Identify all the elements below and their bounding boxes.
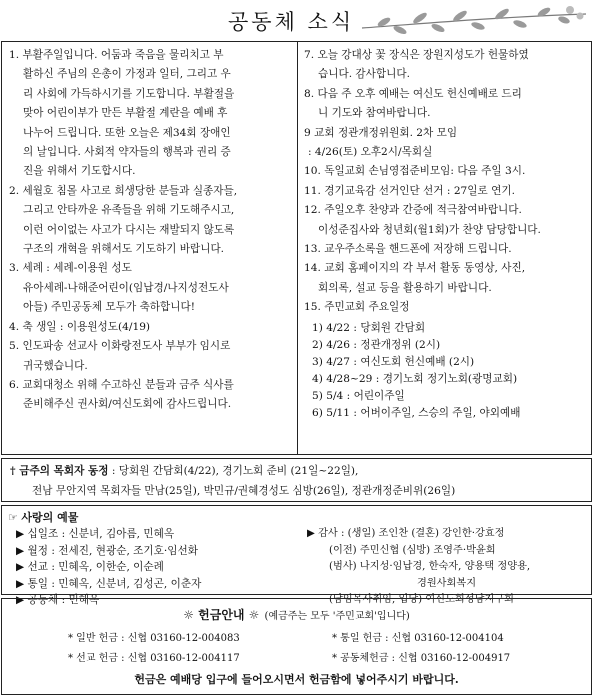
schedule-item: 1) 4/22 : 당회원 간담회	[312, 321, 426, 334]
offering-note: (예금주는 모두 '주민교회'입니다)	[264, 611, 410, 622]
list-item: (범사) 나지성·임납경, 한숙자, 양용택 정양용,	[329, 561, 531, 573]
list-item: ▶ 감사 : (생일) 조인찬 (결혼) 강인한·강효정	[307, 528, 505, 539]
news-line: 13. 교우주소록을 핸드폰에 저장해 드립니다.	[304, 243, 512, 256]
news-line: 구조의 개혁을 위해서도 기도하기 바랍니다.	[23, 243, 225, 256]
news-line: 습니다. 감사합니다.	[318, 68, 410, 81]
list-item: ▶ 월정 : 전세진, 현광순, 조기호·임선화	[16, 544, 198, 557]
news-line: 7. 오늘 강대상 꽃 장식은 장원지성도가 헌물하였	[304, 49, 529, 61]
schedule-item: 6) 5/11 : 어버이주일, 스승의 주일, 야외예배	[312, 406, 521, 419]
news-line: 유아세례-나해준어린이(임납경/나지성전도사	[23, 281, 229, 294]
triangle-icon: ▶	[16, 594, 25, 607]
news-line: 12. 주일오후 찬양과 간증에 적극참여바랍니다.	[304, 204, 522, 217]
news-line: : 4/26(토) 오후2시/목회실	[308, 146, 433, 159]
news-line: 활하신 주님의 은총이 가정과 일터, 그리고 우	[23, 68, 231, 81]
pencil-icon: ☞	[8, 511, 18, 524]
news-line: 귀국했습니다.	[23, 359, 88, 372]
schedule-list	[304, 320, 590, 422]
news-line: 2. 세월호 침몰 사고로 희생당한 분들과 실종자들,	[9, 184, 238, 197]
list-item: ▶ 십일조 : 신분녀, 김아름, 민혜옥	[16, 528, 175, 540]
page-header	[0, 0, 593, 40]
news-line: 회의록, 설교 등을 활용하기 바랍니다.	[318, 281, 492, 294]
news-line: 15. 주민교회 주요일정	[304, 301, 410, 314]
news-line: 5. 인도파송 선교사 이화랑전도사 부부가 임시로	[9, 340, 231, 353]
gifts-left-list	[16, 526, 306, 609]
news-line: 6. 교회대청소 위해 수고하신 분들과 금주 식사를	[9, 378, 234, 391]
news-line: 맞아 어린이부가 만든 부활절 계란을 예배 후	[23, 107, 228, 120]
schedule-item: 2) 4/26 : 정관개정위 (2시)	[312, 338, 441, 351]
triangle-icon: ▶	[16, 544, 25, 557]
news-line: 1. 부활주일입니다. 어둠과 죽음을 물리치고 부	[9, 49, 224, 61]
list-item: (담임목사취임, 입당) 여신도회성남지구회	[329, 594, 514, 606]
triangle-icon: ▶	[307, 528, 315, 539]
news-line: 나누어 드립니다. 또한 오늘은 제34회 장애인	[23, 126, 231, 139]
offering-title: ☼ 헌금안내 ☼	[183, 608, 260, 622]
news-left-column	[9, 46, 295, 415]
account-community: * 공동체헌금 : 신협 03160-12-004917	[332, 653, 511, 664]
gifts-section	[1, 505, 592, 607]
triangle-icon: ▶	[16, 577, 25, 590]
news-section	[1, 41, 592, 455]
pastor-section	[1, 458, 592, 502]
schedule-item: 3) 4/27 : 여신도회 헌신예배 (2시)	[312, 355, 475, 368]
schedule-item: 5) 5/4 : 어린이주일	[312, 389, 405, 402]
triangle-icon: ▶	[16, 528, 25, 540]
news-line: 11. 경기교육감 선거인단 선거 : 27일로 연기.	[304, 184, 515, 197]
list-item: ▶ 공동체 : 민혜옥	[16, 594, 100, 607]
news-line: 이성준집사와 청년회(월1회)가 찬양 담당합니다.	[318, 223, 541, 236]
pastor-text-2: 전남 무안지역 목회자들 만남(25일), 박민규/권혜경성도 심방(26일), 정관개정준비위(26일)	[32, 485, 456, 497]
column-divider	[297, 42, 298, 454]
news-line: 9 교회 정관개정위원회. 2차 모임	[304, 126, 458, 139]
news-line: 의 날입니다. 사회적 약자들의 행복과 권리 증	[23, 146, 231, 159]
account-general: * 일반 헌금 : 신협 03160-12-004083	[68, 633, 240, 644]
news-line: 14. 교회 홈페이지의 각 부서 활동 동영상, 사진,	[304, 262, 526, 275]
news-line: 4. 축 생일 : 이용원성도(4/19)	[9, 320, 151, 333]
news-line: 니 기도와 참여바랍니다.	[318, 107, 431, 120]
news-line: 그리고 안타까운 유족들을 위해 기도해주시고,	[23, 204, 235, 217]
offering-section	[1, 598, 592, 695]
gifts-title: 사랑의 예물	[21, 511, 79, 524]
triangle-icon: ▶	[16, 561, 25, 574]
news-line: 3. 세례 : 세례-이용원 성도	[9, 262, 132, 275]
account-unification: * 통일 헌금 : 신협 03160-12-004104	[332, 633, 504, 644]
pastor-label: † 금주의 목회자 동정	[10, 465, 109, 477]
news-line: 8. 다음 주 오후 예배는 여신도 헌신예배로 드리	[304, 87, 522, 100]
offering-footer: 헌금은 예배당 입구에 들어오시면서 헌금함에 넣어주시기 바랍니다.	[134, 673, 459, 686]
list-item: 경원사회복지	[417, 577, 477, 589]
news-line: 준비해주신 권사회/여신도회에 감사드립니다.	[23, 398, 232, 411]
news-right-column	[304, 46, 590, 422]
list-item: ▶ 선교 : 민혜옥, 이한순, 이순례	[16, 561, 164, 574]
leaf-branch-icon	[360, 4, 590, 38]
news-line: 이런 어이없는 사고가 다시는 재발되지 않도록	[23, 223, 235, 236]
account-mission: * 선교 헌금 : 신협 03160-12-004117	[68, 653, 240, 664]
news-line: 리 사회에 가득하시기를 기도합니다. 부활절을	[23, 87, 235, 100]
gifts-right-list	[307, 526, 591, 609]
list-item: ▶ 통일 : 민혜옥, 신분녀, 김성곤, 이춘자	[16, 577, 202, 590]
news-line: 아들) 주민공동체 모두가 축하합니다!	[23, 301, 195, 314]
schedule-item: 4) 4/28~29 : 경기노회 정기노회(광명교회)	[312, 372, 518, 385]
pastor-text: : 당회원 간담회(4/22), 경기노회 준비 (21일~22일),	[111, 465, 359, 477]
page-title: 공동체 소식	[228, 10, 355, 34]
news-line: 진을 위해서 기도합시다.	[23, 165, 136, 178]
news-line: 10. 독일교회 손님영접준비모임: 다음 주일 3시.	[304, 165, 526, 178]
list-item: (이전) 주민신협 (심방) 조영주·박윤희	[329, 544, 496, 556]
